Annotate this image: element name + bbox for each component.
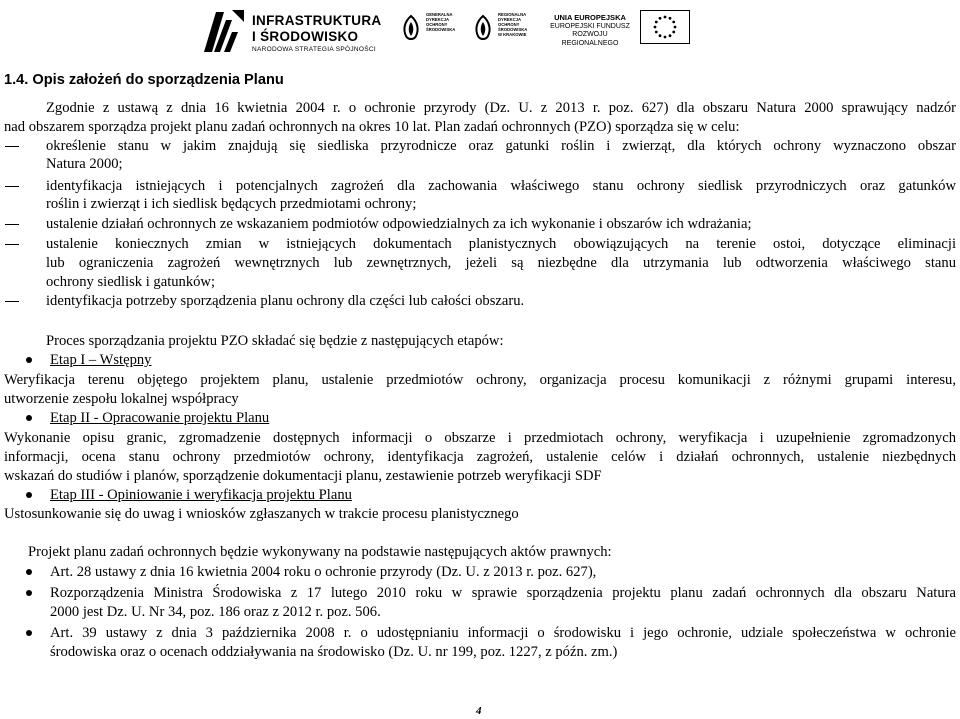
logo-main-line2: I ŚRODOWISKO <box>252 29 359 44</box>
stage-1-line-2: utworzenie zespołu lokalnej współpracy <box>4 391 239 407</box>
goal-2-line-2: roślin i zwierząt i ich siedlisk będących przedmiotami ochrony; <box>46 196 417 212</box>
logo-main-line1: INFRASTRUKTURA <box>252 13 382 28</box>
eu-line1: UNIA EUROPEJSKA <box>554 13 626 22</box>
stage-2-title: Etap II - Opracowanie projektu Planu <box>50 410 270 426</box>
rdos-logo-text: REGIONALNA DYREKCJA OCHRONY ŚRODOWISKA W KRAKOWIE <box>498 12 528 37</box>
stage-1-line-1: Weryfikacja terenu objętego projektem planu, ustalenie przedmiotów ochrony, organizacja procesu komunikacji z różnymi grupami interesu, <box>4 372 956 388</box>
goal-4-line-2: lub ograniczenia zagrożeń wewnętrznych lub zewnętrznych, jeżeli są niezbędne dla utrzymania lub odtworzenia właściwego stanu <box>46 255 956 271</box>
bullet-dot-stage1 <box>26 357 32 363</box>
intro-line-2: nad obszarem sporządza projekt planu zadań ochronnych na okres 10 lat. Plan zadań ochronnych (PZO) sporządza się w celu: <box>4 119 740 135</box>
stage-1-title: Etap I – Wstępny <box>50 352 152 368</box>
dash-bullet-5 <box>5 301 19 302</box>
legal-intro: Projekt planu zadań ochronnych będzie wykonywany na podstawie następujących aktów prawnych: <box>28 544 612 560</box>
stage-3-line-1: Ustosunkowanie się do uwag i wniosków zgłaszanych w trakcie procesu planistycznego <box>4 506 519 522</box>
stage-2-line-2: informacji, ocena stanu ochrony przedmiotów ochrony, identyfikacja zagrożeń, ustalenie celów i działań ochronnych, ustalenie niezbędnych <box>4 449 956 465</box>
bullet-dot-legal3 <box>26 630 32 636</box>
gdos-logo-text: GENERALNA DYREKCJA OCHRONY ŚRODOWISKA <box>426 12 456 32</box>
stage-2-line-3: wskazań do studiów i planów, sporządzenie dokumentacji planu, zestawienie potrzeb weryfikacji SDF <box>4 468 602 484</box>
gdos-emblem-icon <box>400 14 422 42</box>
stage-3-title: Etap III - Opiniowanie i weryfikacja projektu Planu <box>50 487 352 503</box>
legal-1: Art. 28 ustawy z dnia 16 kwietnia 2004 roku o ochronie przyrody (Dz. U. z 2013 r. poz. 627), <box>50 564 597 580</box>
goal-3: ustalenie działań ochronnych ze wskazaniem podmiotów odpowiedzialnych za ich wykonanie i obszarów ich wdrażania; <box>46 216 752 232</box>
infrastruktura-logo <box>202 6 387 54</box>
goal-1-line-1: określenie stanu w jakim znajdują się siedliska przyrodnicze oraz gatunki roślin i zwierząt, dla których ochrony wyznaczono obszar <box>46 138 956 154</box>
eu-logo-text <box>544 14 636 48</box>
logo-main-line3: NARODOWA STRATEGIA SPÓJNOŚCI <box>252 46 376 53</box>
infrastruktura-logo-icon <box>202 6 246 54</box>
eu-flag-icon <box>640 10 690 44</box>
gdos-logo <box>400 10 460 50</box>
goal-4-line-3: ochrony siedlisk i gatunków; <box>46 274 216 290</box>
legal-3-line-2: środowiska oraz o ocenach oddziaływania na środowisko (Dz. U. nr 199, poz. 1227, z późn. zm.) <box>50 644 618 660</box>
goal-4-line-1: ustalenie koniecznych zmian w istniejących dokumentach planistycznych obowiązujących na terenie ostoi, dotyczące eliminacji <box>46 236 956 252</box>
section-heading: 1.4. Opis założeń do sporządzenia Planu <box>4 72 284 88</box>
bullet-dot-stage2 <box>26 415 32 421</box>
rdos-logo <box>472 10 532 50</box>
bullet-dot-legal2 <box>26 590 32 596</box>
legal-2-line-2: 2000 jest Dz. U. Nr 34, poz. 186 oraz z 2012 r. poz. 506. <box>50 604 381 620</box>
dash-bullet-2 <box>5 186 19 187</box>
intro-line-1: Zgodnie z ustawą z dnia 16 kwietnia 2004 r. o ochronie przyrody (Dz. U. z 2013 r. poz. 627) dla obszaru Natura 2000 sprawujący nadzór <box>46 100 956 116</box>
eu-line3: ROZWOJU REGIONALNEGO <box>561 31 619 47</box>
page-number: 4 <box>476 705 482 717</box>
bullet-dot-legal1 <box>26 569 32 575</box>
goal-2-line-1: identyfikacja istniejących i potencjalnych zagrożeń dla zachowania właściwego stanu ochrony siedlisk przyrodniczych oraz gatunków <box>46 178 956 194</box>
legal-3-line-1: Art. 39 ustawy z dnia 3 października 2008 r. o udostępnianiu informacji o środowisku i jego ochronie, udziale społeczeństwa w ochronie <box>50 625 956 641</box>
dash-bullet-3 <box>5 224 19 225</box>
page-header <box>0 0 960 62</box>
dash-bullet-1 <box>5 146 19 147</box>
legal-2-line-1: Rozporządzenia Ministra Środowiska z 17 lutego 2010 roku w sprawie sporządzenia projektu planu zadań ochronnych dla obszaru Natura <box>50 585 956 601</box>
goal-5: identyfikacja potrzeby sporządzenia planu ochrony dla części lub całości obszaru. <box>46 293 525 309</box>
goal-1-line-2: Natura 2000; <box>46 156 123 172</box>
stage-2-line-1: Wykonanie opisu granic, zgromadzenie dostępnych informacji o obszarze i przedmiotach ochrony, weryfikacja i uzupełnienie zgromadzonych <box>4 430 956 446</box>
bullet-dot-stage3 <box>26 492 32 498</box>
eu-line2: EUROPEJSKI FUNDUSZ <box>550 22 630 30</box>
dash-bullet-4 <box>5 244 19 245</box>
process-intro: Proces sporządzania projektu PZO składać się będzie z następujących etapów: <box>46 333 504 349</box>
rdos-emblem-icon <box>472 14 494 42</box>
